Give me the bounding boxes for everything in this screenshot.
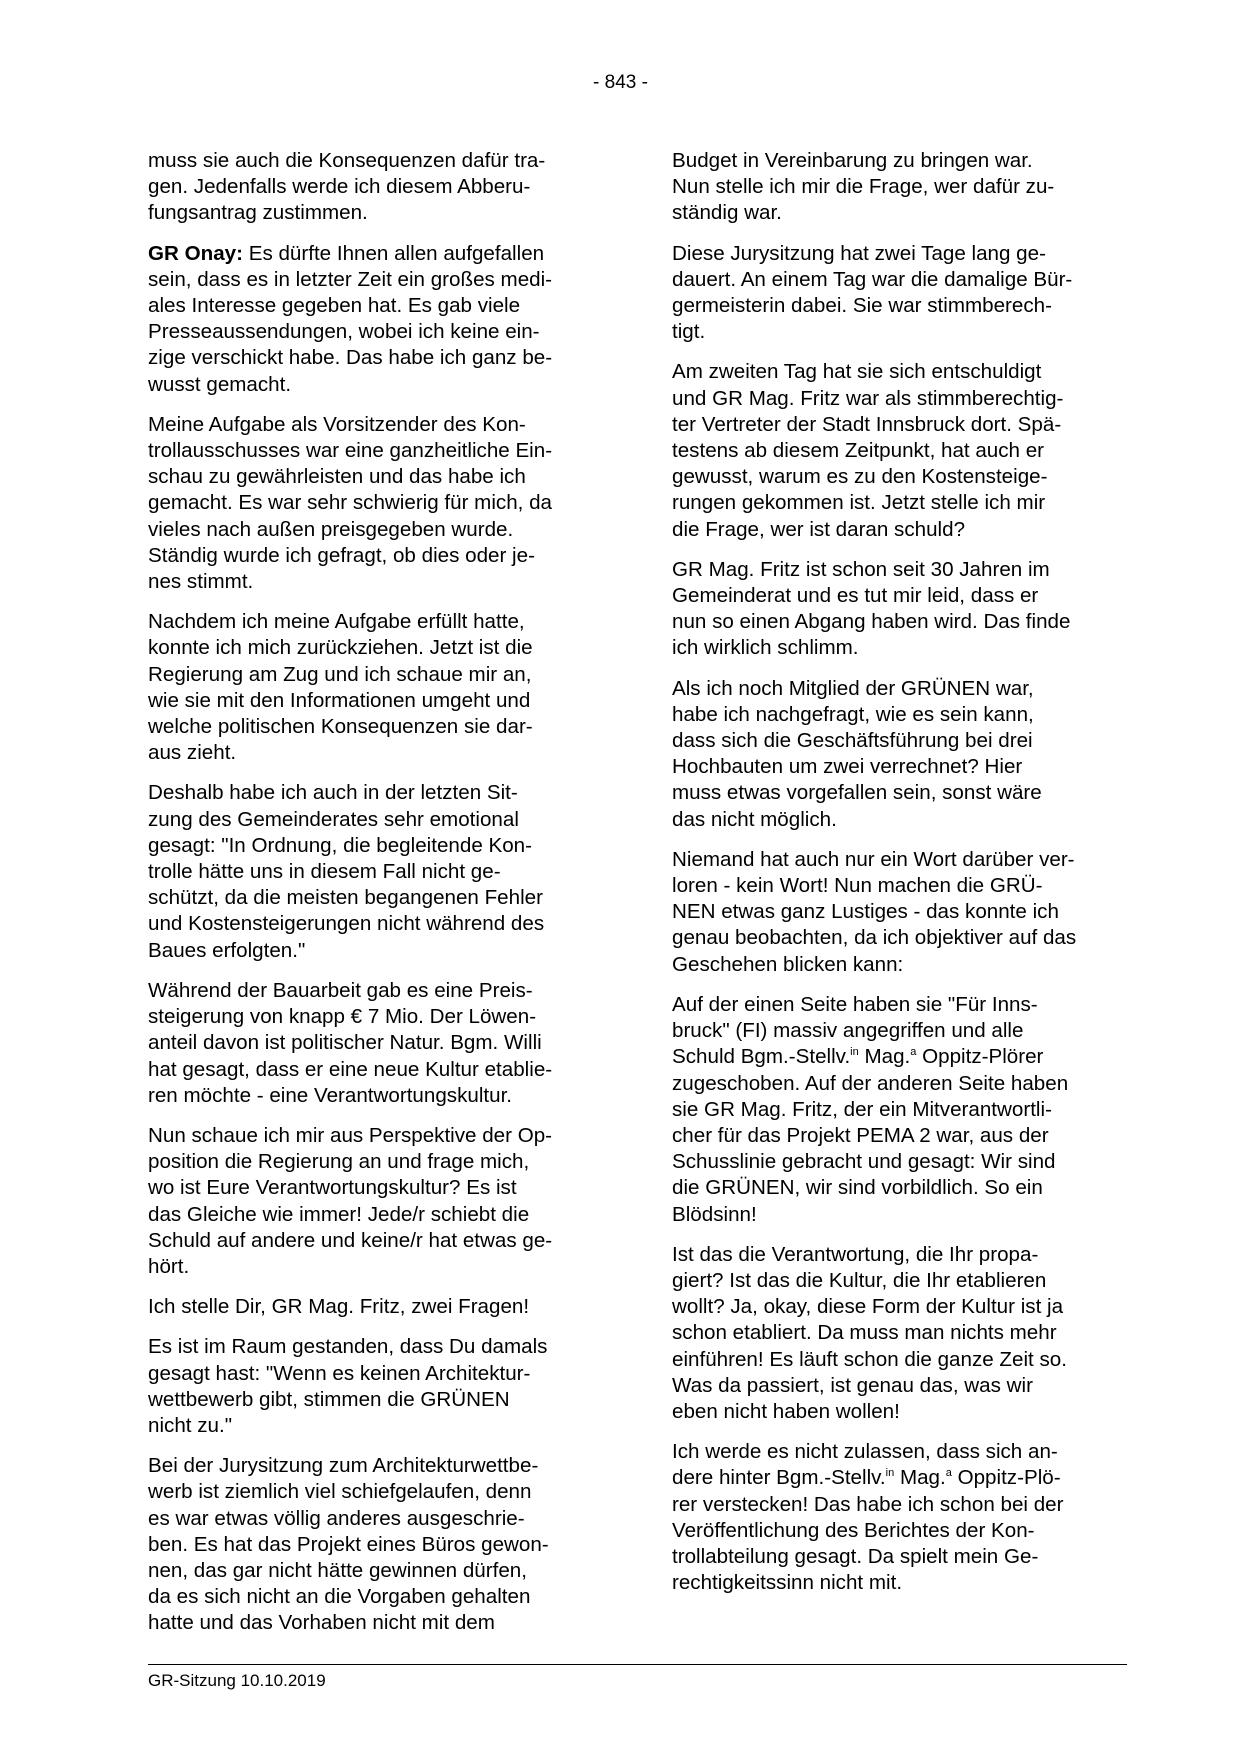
- text-line: vieles nach außen preisgegeben wurde.: [148, 517, 514, 541]
- text-line: steigerung von knapp € 7 Mio. Der Löwen-: [148, 1005, 537, 1029]
- text-line: position die Regierung an und frage mich,: [148, 1150, 530, 1174]
- text-line: sie GR Mag. Fritz, der ein Mitverantwortli-: [672, 1097, 1052, 1121]
- text-line: tigt.: [672, 320, 706, 344]
- text-line: trollausschusses war eine ganzheitliche Ein-: [148, 439, 553, 463]
- paragraph: [148, 1294, 593, 1320]
- text-line: ich wirklich schlimm.: [672, 636, 859, 660]
- text-line: trolle hätte uns in diesem Fall nicht ge-: [148, 860, 501, 884]
- paragraph: [672, 847, 1117, 978]
- text-line: wie sie mit den Informationen umgeht und: [148, 688, 531, 712]
- text-line: schau zu gewährleisten und das habe ich: [148, 465, 526, 489]
- text-line: cher für das Projekt PEMA 2 war, aus der: [672, 1123, 1049, 1147]
- text-line: ständig war.: [672, 201, 782, 225]
- text-line: gewusst, warum es zu den Kostensteige-: [672, 465, 1048, 489]
- text-line: Schuld auf andere und keine/r hat etwas ge-: [148, 1228, 553, 1252]
- text-line: Deshalb habe ich auch in der letzten Sit-: [148, 781, 518, 805]
- text-line: sein, dass es in letzter Zeit ein großes medi-: [148, 267, 553, 291]
- text-line: ales Interesse gegeben hat. Es gab viele: [148, 294, 521, 318]
- text-line: konnte ich mich zurückziehen. Jetzt ist die: [148, 636, 533, 660]
- text-line: Schuld Bgm.-Stellv.$^{in}$ Mag.$^a$ Oppitz-Plörer: [672, 1045, 1044, 1069]
- text-line: Nun schaue ich mir aus Perspektive der Op-: [148, 1123, 553, 1147]
- footer-divider: [148, 1664, 1127, 1665]
- text-line: gesagt: "In Ordnung, die begleitende Kon-: [148, 833, 532, 857]
- text-line: Geschehen blicken kann:: [672, 952, 904, 976]
- text-line: [148, 241, 593, 267]
- text-line: das nicht möglich.: [672, 807, 837, 831]
- paragraph: [148, 1334, 593, 1439]
- text-line: hatte und das Vorhaben nicht mit dem: [148, 1611, 495, 1635]
- text-column-right: [672, 148, 1117, 1610]
- text-line: rungen gekommen ist. Jetzt stelle ich mir: [672, 491, 1046, 515]
- text-line: loren - kein Wort! Nun machen die GRÜ-: [672, 874, 1043, 898]
- paragraph: [148, 148, 593, 227]
- text-line: wo ist Eure Verantwortungskultur? Es ist: [148, 1176, 517, 1200]
- paragraph: [672, 1439, 1117, 1596]
- text-line: ren möchte - eine Verantwortungskultur.: [148, 1083, 513, 1107]
- text-line: Was da passiert, ist genau das, was wir: [672, 1373, 1033, 1397]
- text-line: Ich werde es nicht zulassen, dass sich an-: [672, 1440, 1058, 1464]
- text-line: werb ist ziemlich viel schiefgelaufen, denn: [148, 1480, 532, 1504]
- text-line: muss sie auch die Konsequenzen dafür tra-: [148, 149, 546, 172]
- text-line: Schusslinie gebracht und gesagt: Wir sind: [672, 1150, 1056, 1174]
- footer-session-date: GR-Sitzung 10.10.2019: [148, 1671, 326, 1690]
- paragraph: [672, 148, 1117, 227]
- text-line: schon etabliert. Da muss man nichts mehr: [672, 1321, 1057, 1345]
- text-line: es war etwas völlig anderes ausgeschrie-: [148, 1506, 525, 1530]
- text-line: germeisterin dabei. Sie war stimmberech-: [672, 294, 1052, 318]
- text-line: Diese Jurysitzung hat zwei Tage lang ge-: [672, 241, 1046, 265]
- text-line: und Kostensteigerungen nicht während des: [148, 912, 545, 936]
- text-line: nes stimmt.: [148, 570, 254, 594]
- text-line: Während der Bauarbeit gab es eine Preis-: [148, 978, 533, 1002]
- text-line: da es sich nicht an die Vorgaben gehalten: [148, 1585, 531, 1609]
- page-number: - 843 -: [593, 72, 648, 93]
- text-line: Auf der einen Seite haben sie "Für Inns-: [672, 992, 1038, 1016]
- text-line: Nachdem ich meine Aufgabe erfüllt hatte,: [148, 610, 525, 634]
- text-line: hört.: [148, 1254, 190, 1278]
- paragraph: [148, 1123, 593, 1280]
- paragraph: [148, 412, 593, 595]
- text-line: gen. Jedenfalls werde ich diesem Abberu-: [148, 175, 531, 199]
- text-line: testens ab diesem Zeitpunkt, hat auch er: [672, 439, 1045, 463]
- text-line: bruck" (FI) massiv angegriffen und alle: [672, 1019, 1024, 1043]
- text-line: dere hinter Bgm.-Stellv.$^{in}$ Mag.$^a$ Oppitz-Plö-: [672, 1466, 1061, 1490]
- text-line: wollt? Ja, okay, diese Form der Kultur ist ja: [672, 1295, 1064, 1319]
- text-line: nen, das gar nicht hätte gewinnen dürfen,: [148, 1558, 527, 1582]
- text-line: Baues erfolgten.": [148, 938, 306, 962]
- text-line: Am zweiten Tag hat sie sich entschuldigt: [672, 360, 1042, 384]
- paragraph: [148, 978, 593, 1109]
- text-line: Veröffentlichung des Berichtes der Kon-: [672, 1518, 1035, 1542]
- text-line: Gemeinderat und es tut mir leid, dass er: [672, 584, 1039, 608]
- text-line: Regierung am Zug und ich schaue mir an,: [148, 662, 532, 686]
- paragraph: [148, 780, 593, 963]
- paragraph: [148, 241, 593, 398]
- text-line: gemacht. Es war sehr schwierig für mich, da: [148, 491, 553, 515]
- text-line: nicht zu.": [148, 1413, 233, 1437]
- text-line: einführen! Es läuft schon die ganze Zeit so.: [672, 1347, 1067, 1371]
- text-line: dauert. An einem Tag war die damalige Bür-: [672, 267, 1073, 291]
- text-line: Ständig wurde ich gefragt, ob dies oder je-: [148, 543, 535, 567]
- text-line: giert? Ist das die Kultur, die Ihr etablieren: [672, 1268, 1047, 1292]
- text-column-left: [148, 148, 593, 1651]
- text-line: die GRÜNEN, wir sind vorbildlich. So ein: [672, 1176, 1043, 1200]
- paragraph: [672, 557, 1117, 662]
- text-line: Ist das die Verantwortung, die Ihr propa-: [672, 1242, 1039, 1266]
- paragraph: [148, 609, 593, 766]
- text-line: aus zieht.: [148, 741, 237, 765]
- text-line: Niemand hat auch nur ein Wort darüber ver-: [672, 847, 1075, 871]
- text-line: wusst gemacht.: [148, 372, 292, 396]
- text-line: Hochbauten um zwei verrechnet? Hier: [672, 755, 1023, 779]
- text-line: GR Mag. Fritz ist schon seit 30 Jahren im: [672, 557, 1050, 581]
- text-line: Bei der Jurysitzung zum Architekturwettbe-: [148, 1454, 539, 1478]
- text-line: zung des Gemeinderates sehr emotional: [148, 807, 519, 831]
- paragraph: [672, 676, 1117, 833]
- text-line: das Gleiche wie immer! Jede/r schiebt die: [148, 1202, 530, 1226]
- text-fragment: Es dürfte Ihnen allen aufgefallen: [242, 241, 545, 265]
- text-line: hat gesagt, dass er eine neue Kultur etablie-: [148, 1057, 553, 1081]
- speaker-name: GR Onay:: [148, 241, 243, 265]
- text-line: Budget in Vereinbarung zu bringen war.: [672, 149, 1033, 172]
- text-line: rer verstecken! Das habe ich schon bei der: [672, 1492, 1064, 1516]
- text-line: die Frage, wer ist daran schuld?: [672, 517, 966, 541]
- text-line: Es ist im Raum gestanden, dass Du damals: [148, 1335, 548, 1359]
- paragraph: [672, 241, 1117, 346]
- text-line: NEN etwas ganz Lustiges - das konnte ich: [672, 900, 1059, 924]
- text-line: Meine Aufgabe als Vorsitzender des Kon-: [148, 412, 526, 436]
- text-line: anteil davon ist politischer Natur. Bgm. Willi: [148, 1031, 542, 1055]
- paragraph: [672, 992, 1117, 1228]
- text-line: Als ich noch Mitglied der GRÜNEN war,: [672, 676, 1034, 700]
- text-line: habe ich nachgefragt, wie es sein kann,: [672, 702, 1034, 726]
- text-line: dass sich die Geschäftsführung bei drei: [672, 729, 1033, 753]
- text-line: fungsantrag zustimmen.: [148, 201, 368, 225]
- paragraph: [672, 359, 1117, 542]
- text-line: gesagt hast: "Wenn es keinen Architektur-: [148, 1361, 531, 1385]
- text-line: muss etwas vorgefallen sein, sonst wäre: [672, 781, 1042, 805]
- paragraph: [672, 1242, 1117, 1425]
- text-line: ben. Es hat das Projekt eines Büros gewon-: [148, 1532, 549, 1556]
- text-line: nun so einen Abgang haben wird. Das finde: [672, 610, 1071, 634]
- text-line: zige verschickt habe. Das habe ich ganz be-: [148, 346, 553, 370]
- text-line: Ich stelle Dir, GR Mag. Fritz, zwei Fragen!: [148, 1295, 530, 1319]
- text-line: Presseaussendungen, wobei ich keine ein-: [148, 320, 540, 344]
- text-line: rechtigkeitssinn nicht mit.: [672, 1571, 903, 1595]
- text-line: zugeschoben. Auf der anderen Seite haben: [672, 1071, 1069, 1095]
- text-line: genau beobachten, da ich objektiver auf das: [672, 926, 1077, 950]
- text-line: Nun stelle ich mir die Frage, wer dafür zu-: [672, 175, 1055, 199]
- text-line: wettbewerb gibt, stimmen die GRÜNEN: [148, 1387, 510, 1411]
- text-line: schützt, da die meisten begangenen Fehler: [148, 886, 543, 910]
- text-line: eben nicht haben wollen!: [672, 1399, 900, 1423]
- text-line: welche politischen Konsequenzen sie dar-: [148, 715, 533, 739]
- text-line: und GR Mag. Fritz war als stimmberechtig-: [672, 386, 1064, 410]
- text-line: trollabteilung gesagt. Da spielt mein Ge-: [672, 1544, 1039, 1568]
- paragraph: [148, 1453, 593, 1636]
- text-line: ter Vertreter der Stadt Innsbruck dort. Spä-: [672, 412, 1062, 436]
- text-line: Blödsinn!: [672, 1202, 757, 1226]
